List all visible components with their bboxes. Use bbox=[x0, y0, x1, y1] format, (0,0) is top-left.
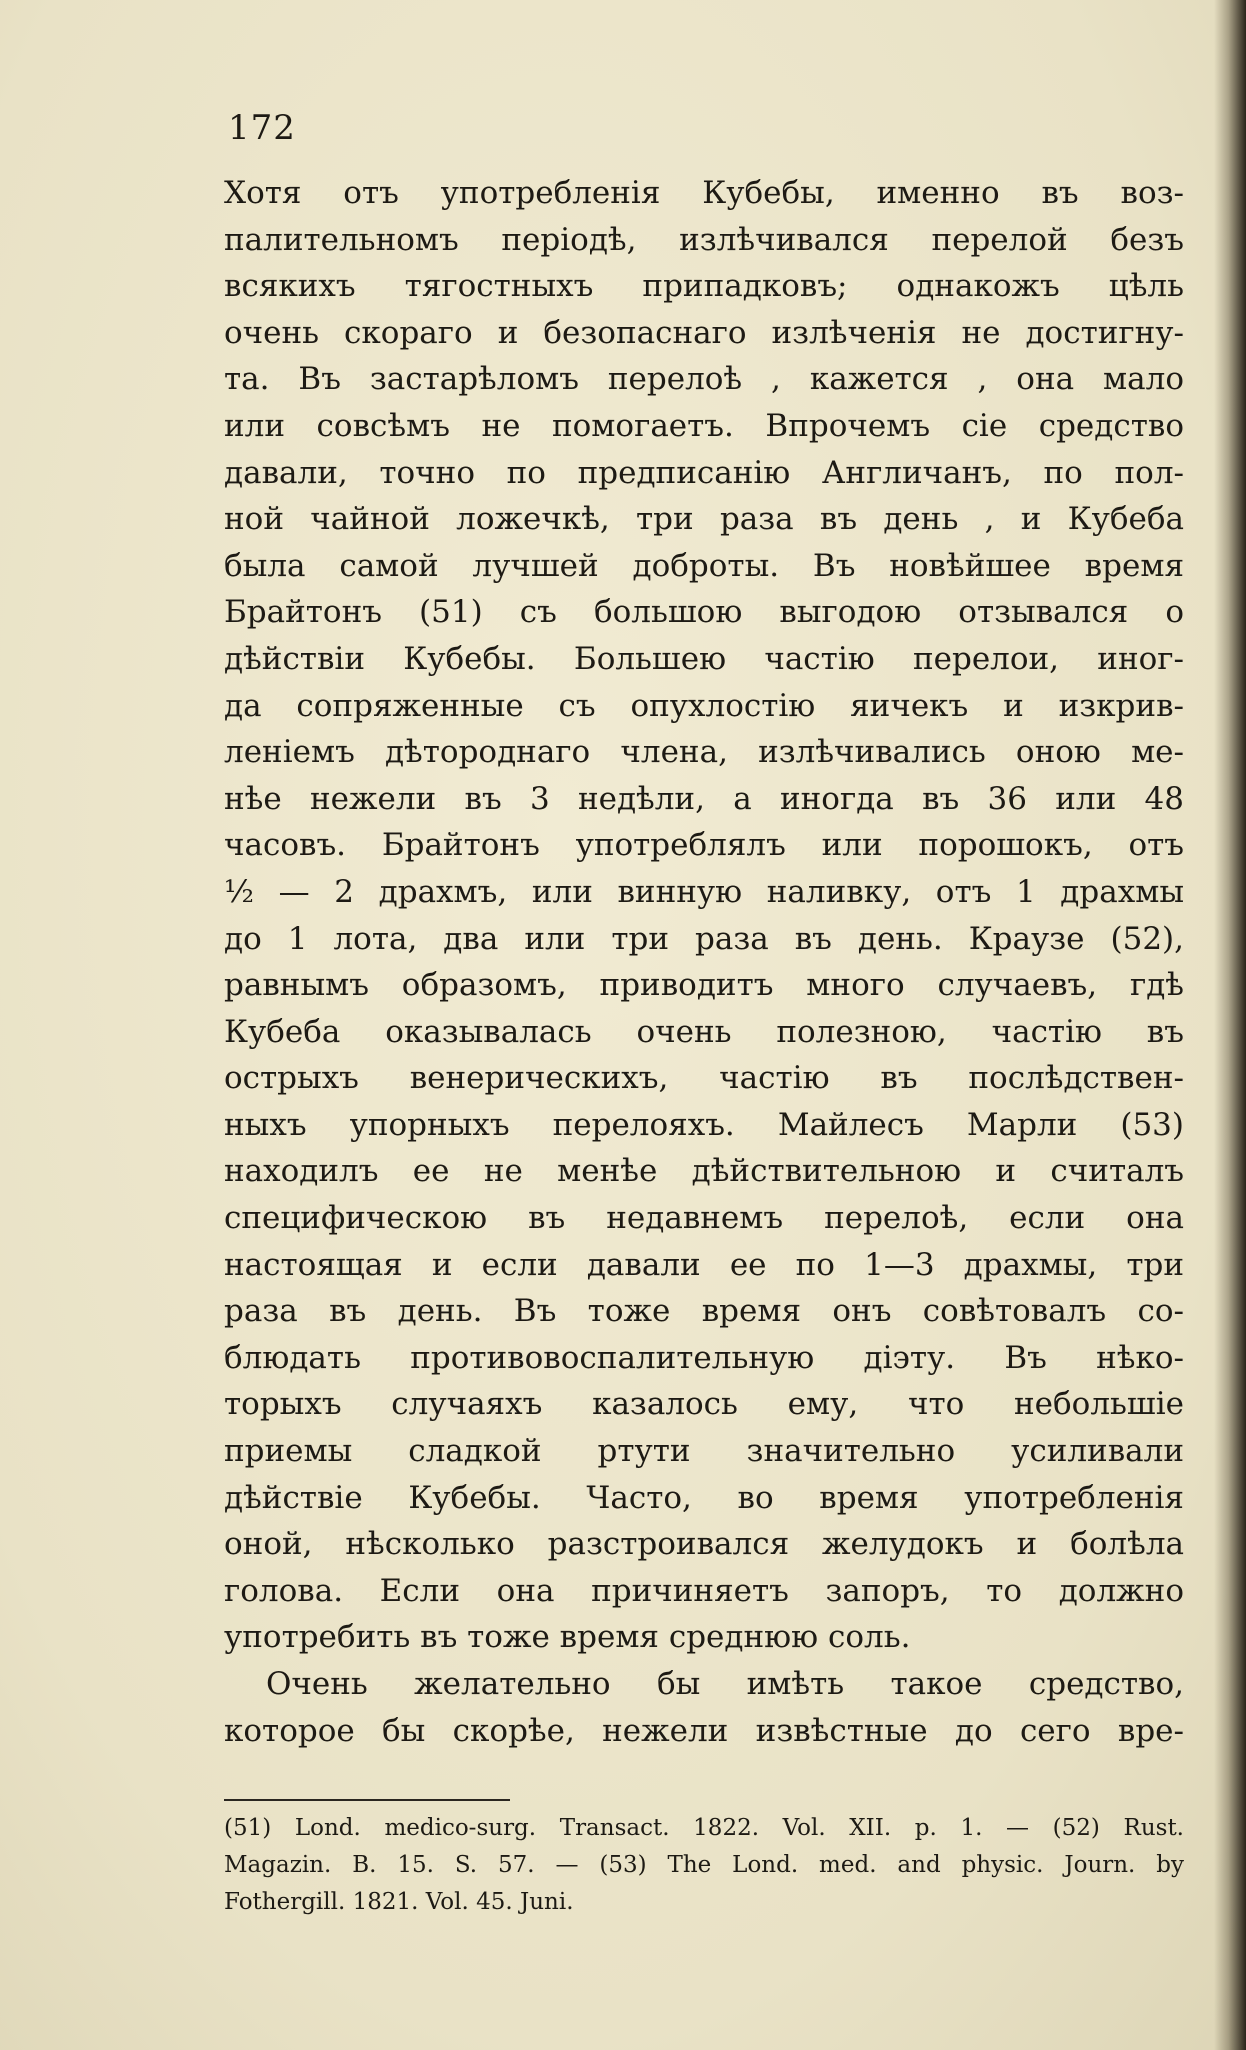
body-text bbox=[224, 170, 1184, 1754]
text-line: нѣе нежели въ 3 недѣли, а иногда въ 36 или 48 bbox=[224, 780, 1184, 817]
footnote-line: Fothergill. 1821. Vol. 45. Juni. bbox=[224, 1889, 574, 1915]
footnotes bbox=[224, 1810, 1184, 1921]
text-line: приемы сладкой ртути значительно усиливали bbox=[224, 1433, 1184, 1470]
text-line: палительномъ періодѣ, излѣчивался перелой безъ bbox=[224, 221, 1184, 258]
text-line: равнымъ образомъ, приводитъ много случаевъ, гдѣ bbox=[224, 967, 1184, 1004]
text-line: острыхъ венерическихъ, частію въ послѣдствен- bbox=[224, 1060, 1184, 1097]
text-line: леніемъ дѣтороднаго члена, излѣчивались оною ме- bbox=[224, 734, 1184, 771]
text-line: раза въ день. Въ тоже время онъ совѣтовалъ со- bbox=[224, 1293, 1184, 1330]
text-line: ныхъ упорныхъ перелояхъ. Майлесъ Марли (53) bbox=[224, 1106, 1184, 1143]
page-edge-shadow bbox=[1214, 0, 1246, 2050]
text-line: настоящая и если давали ее по 1—3 драхмы, три bbox=[224, 1246, 1184, 1283]
text-line: специфическою въ недавнемъ перелоѣ, если она bbox=[224, 1200, 1184, 1237]
text-line: которое бы скорѣе, нежели извѣстные до сего вре- bbox=[224, 1712, 1184, 1749]
text-line: та. Въ застарѣломъ перелоѣ , кажется , она мало bbox=[224, 361, 1184, 398]
text-line: оной, нѣсколько разстроивался желудокъ и болѣла bbox=[224, 1526, 1184, 1563]
footnote-line: Magazin. B. 15. S. 57. — (53) The Lond. med. and physic. Journ. by bbox=[224, 1852, 1184, 1878]
text-line: Кубеба оказывалась очень полезною, частію въ bbox=[224, 1013, 1184, 1050]
text-line: ной чайной ложечкѣ, три раза въ день , и Кубеба bbox=[224, 501, 1184, 538]
page-number: 172 bbox=[228, 108, 296, 148]
footnote-divider bbox=[224, 1799, 510, 1801]
text-line: Очень желательно бы имѣть такое средство, bbox=[266, 1666, 1184, 1702]
text-line: да сопряженные съ опухлостію яичекъ и изкрив- bbox=[224, 687, 1184, 724]
text-line: до 1 лота, два или три раза въ день. Краузе (52), bbox=[224, 920, 1184, 957]
text-line: давали, точно по предписанію Англичанъ, по пол- bbox=[224, 454, 1184, 491]
text-line: находилъ ее не менѣе дѣйствительною и считалъ bbox=[224, 1153, 1184, 1190]
text-line: дѣйствіи Кубебы. Большею частію перелои, иног- bbox=[224, 640, 1184, 677]
footnote-line: (51) Lond. medico-surg. Transact. 1822. Vol. XII. p. 1. — (52) Rust. bbox=[224, 1815, 1184, 1841]
text-line: дѣйствіе Кубебы. Часто, во время употребленія bbox=[224, 1479, 1184, 1516]
text-line: торыхъ случаяхъ казалось ему, что небольшіе bbox=[224, 1386, 1184, 1423]
text-line: блюдать противовоспалительную діэту. Въ нѣко- bbox=[224, 1339, 1184, 1376]
text-line: употребить въ тоже время среднюю соль. bbox=[224, 1619, 911, 1656]
text-line: Брайтонъ (51) съ большою выгодою отзывался о bbox=[224, 594, 1184, 631]
text-line: очень скораго и безопаснаго излѣченія не достигну- bbox=[224, 314, 1184, 351]
text-line: всякихъ тягостныхъ припадковъ; однакожъ цѣль bbox=[224, 268, 1184, 305]
text-line: была самой лучшей доброты. Въ новѣйшее время bbox=[224, 547, 1184, 584]
text-line: Хотя отъ употребленія Кубебы, именно въ воз- bbox=[224, 175, 1184, 211]
text-line: голова. Если она причиняетъ запоръ, то должно bbox=[224, 1572, 1184, 1609]
text-line: часовъ. Брайтонъ употреблялъ или порошокъ, отъ bbox=[224, 827, 1184, 864]
text-line: или совсѣмъ не помогаетъ. Впрочемъ сіе средство bbox=[224, 407, 1184, 444]
text-line: ½ — 2 драхмъ, или винную наливку, отъ 1 драхмы bbox=[224, 873, 1184, 910]
